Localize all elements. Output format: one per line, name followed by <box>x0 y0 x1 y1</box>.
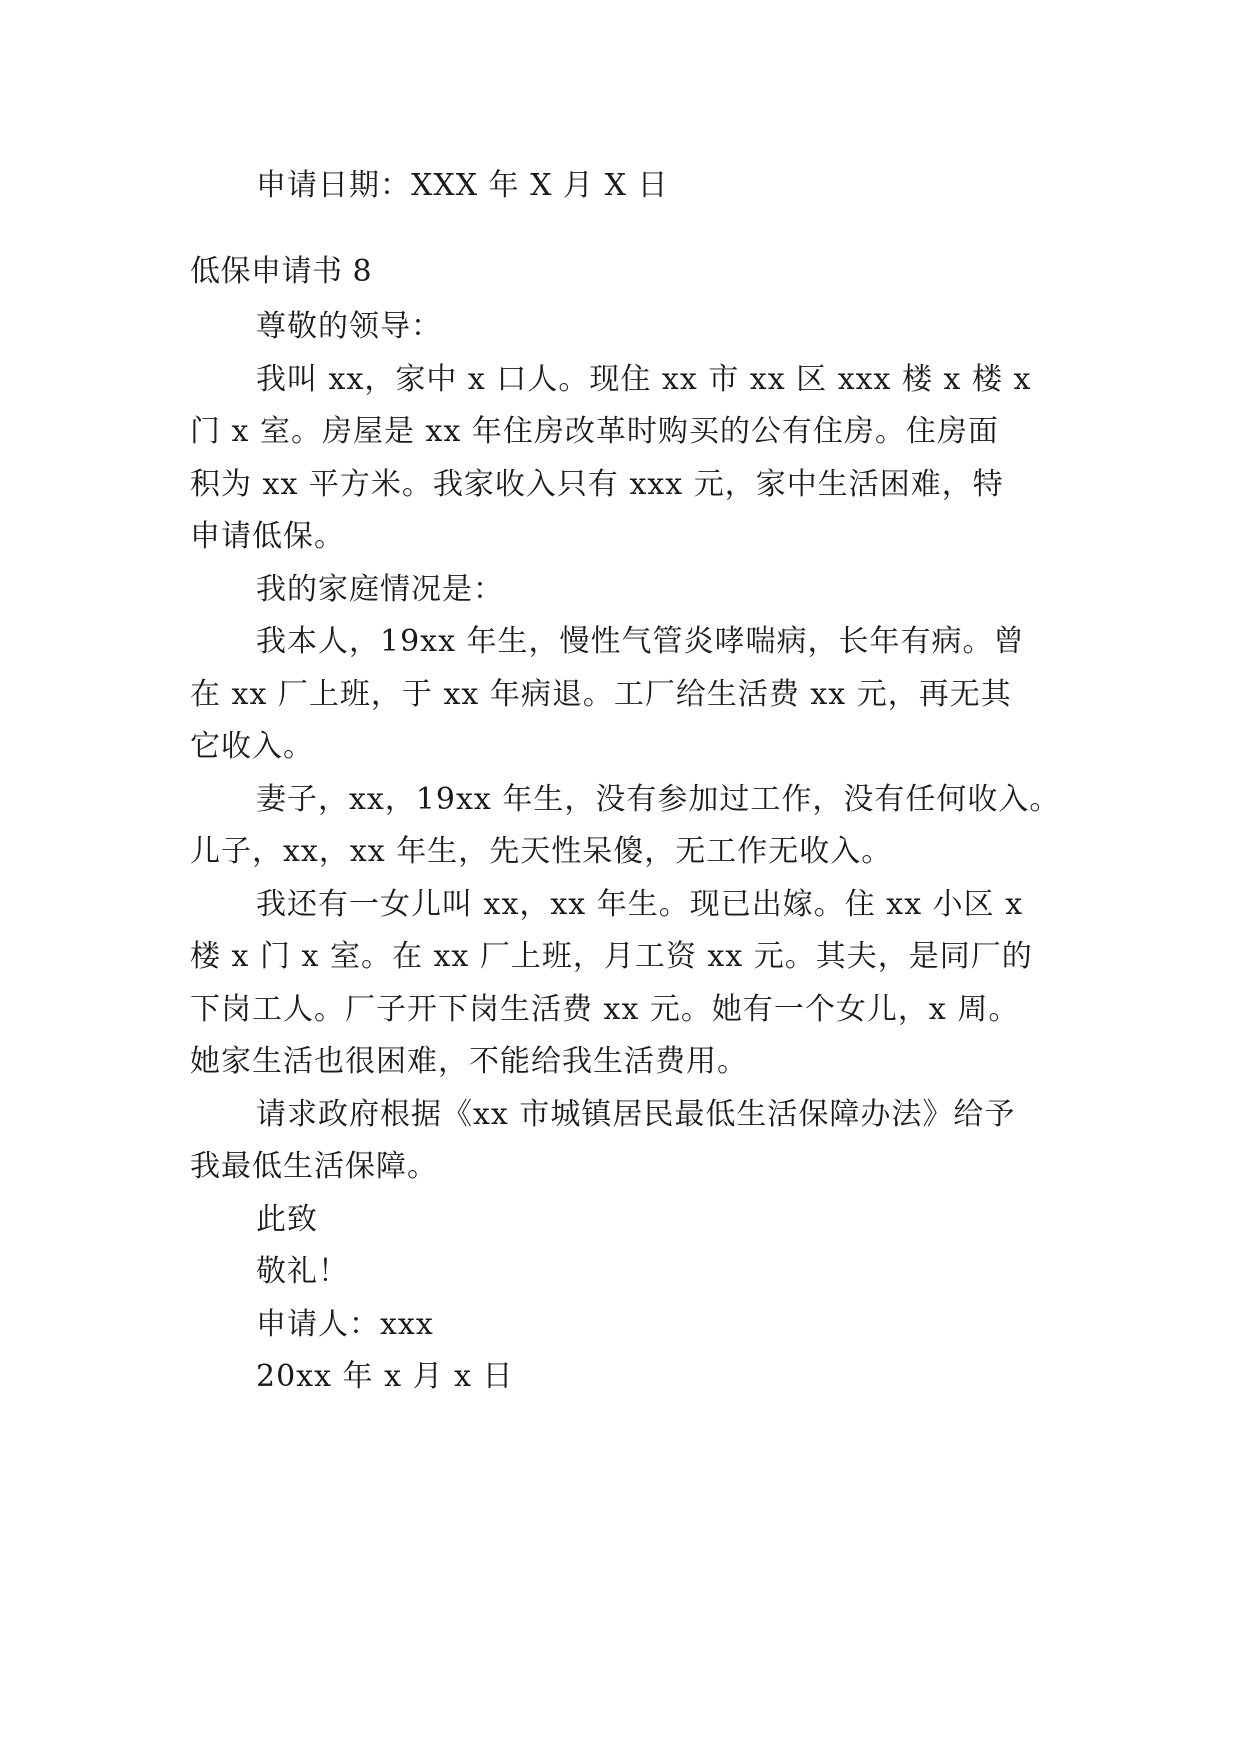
paragraph-line: 申请低保。 <box>190 519 345 554</box>
paragraph-line: 门 x 室。房屋是 xx 年住房改革时购买的公有住房。住房面 <box>190 414 999 449</box>
salutation: 尊敬的领导： <box>256 309 442 344</box>
paragraph-line: 在 xx 厂上班，于 xx 年病退。工厂给生活费 xx 元，再无其 <box>190 677 1012 712</box>
applicant-line: 申请人：xxx <box>256 1307 434 1342</box>
closing-line: 敬礼！ <box>256 1254 349 1289</box>
paragraph-line: 它收入。 <box>190 729 314 764</box>
date-line: 20xx 年 x 月 x 日 <box>256 1359 514 1394</box>
paragraph-line: 楼 x 门 x 室。在 xx 厂上班，月工资 xx 元。其夫，是同厂的 <box>190 939 1033 974</box>
paragraph-line: 下岗工人。厂子开下岗生活费 xx 元。她有一个女儿，x 周。 <box>190 992 1020 1027</box>
paragraph-line: 我的家庭情况是： <box>256 572 504 607</box>
document-title: 低保申请书 8 <box>190 254 373 289</box>
paragraph-line: 儿子，xx，xx 年生，先天性呆傻，无工作无收入。 <box>190 834 893 869</box>
paragraph-line: 妻子，xx，19xx 年生，没有参加过工作，没有任何收入。 <box>256 782 1061 817</box>
paragraph-line: 我最低生活保障。 <box>190 1149 438 1184</box>
paragraph-line: 请求政府根据《xx 市城镇居民最低生活保障办法》给予 <box>256 1097 1016 1132</box>
paragraph-line: 我叫 xx，家中 x 口人。现住 xx 市 xx 区 xxx 楼 x 楼 x <box>256 362 1032 397</box>
paragraph-line: 积为 xx 平方米。我家收入只有 xxx 元，家中生活困难，特 <box>190 467 1004 502</box>
paragraph-line: 我还有一女儿叫 xx，xx 年生。现已出嫁。住 xx 小区 x <box>256 887 1024 922</box>
closing-line: 此致 <box>256 1202 318 1237</box>
previous-application-date: 申请日期：XXX 年 X 月 X 日 <box>256 168 669 203</box>
paragraph-line: 我本人，19xx 年生，慢性气管炎哮喘病，长年有病。曾 <box>256 624 1025 659</box>
paragraph-line: 她家生活也很困难，不能给我生活费用。 <box>190 1044 748 1079</box>
